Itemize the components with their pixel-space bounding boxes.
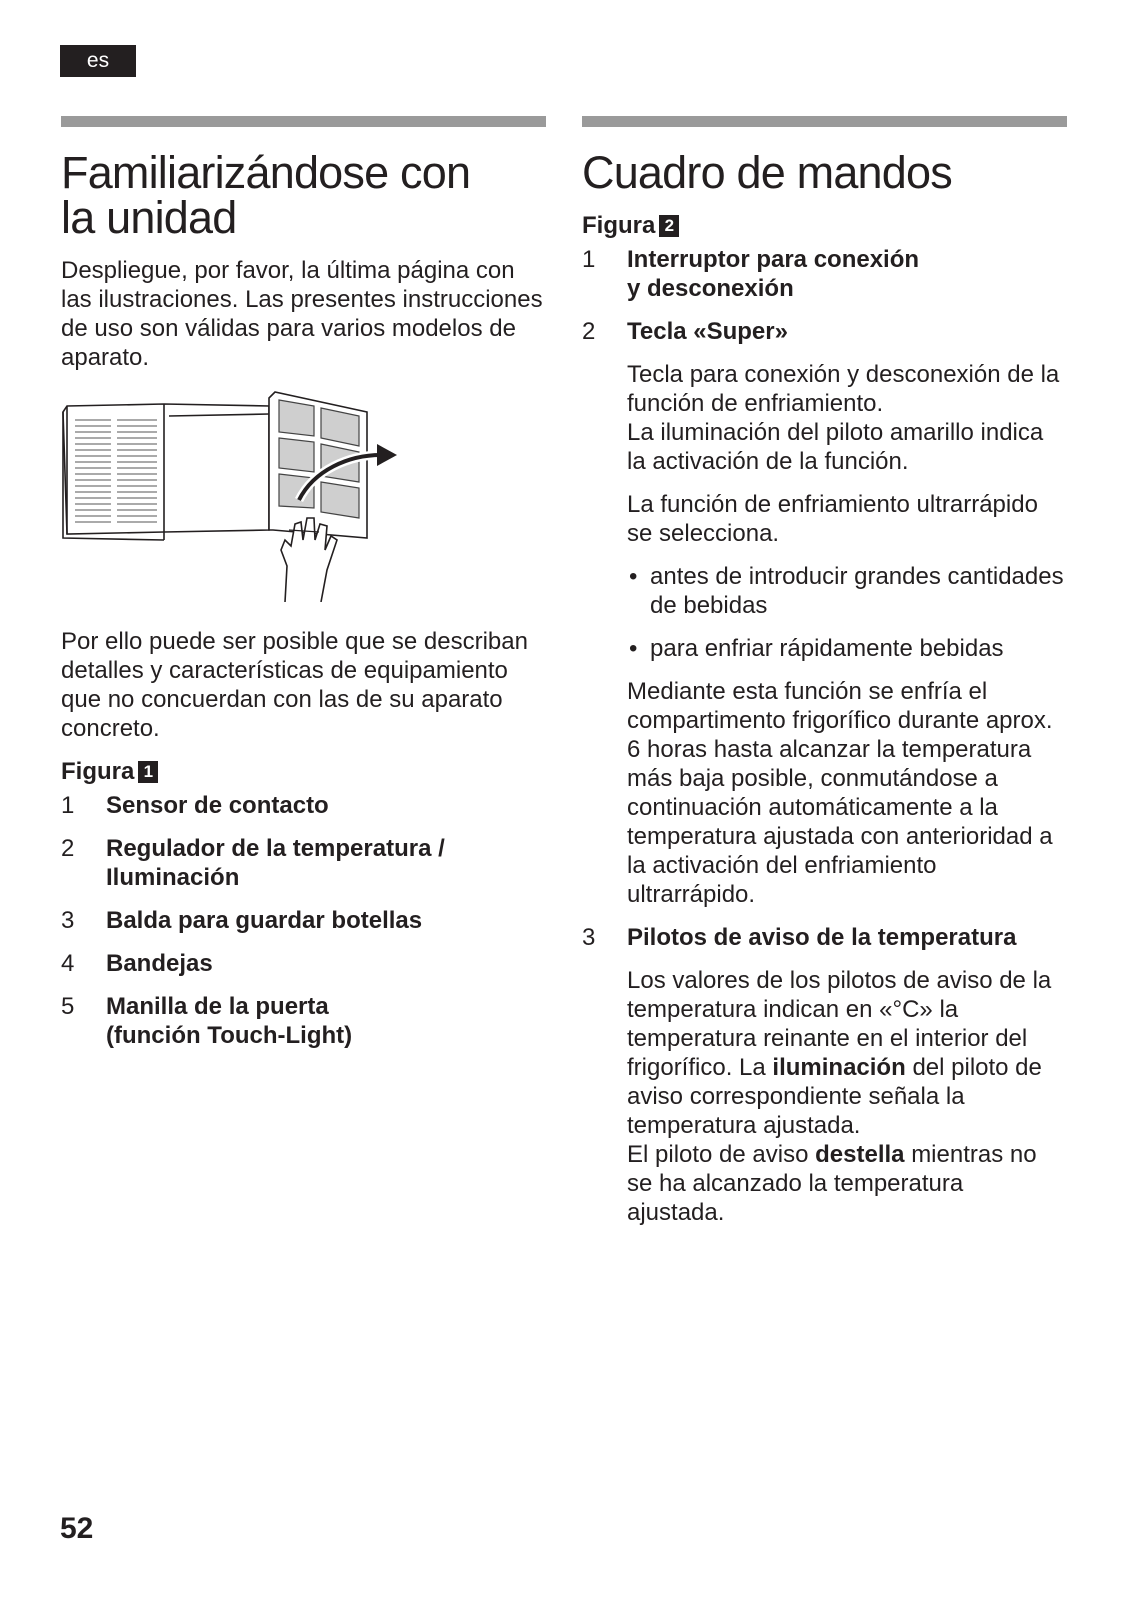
figure-label-text: Figura [61, 758, 135, 785]
item-title: Tecla «Super» [627, 318, 788, 345]
figure-label [61, 757, 546, 787]
item-title: Manilla de la puerta [106, 993, 329, 1020]
item-number: 1 [61, 792, 75, 819]
list-item [582, 317, 1067, 909]
list-item [61, 834, 546, 892]
item-description [627, 360, 1067, 476]
section-rule [61, 116, 546, 127]
list-item [61, 791, 546, 820]
section-title-line2: la unidad [61, 192, 237, 243]
section-title-line1: Familiarizándose con [61, 147, 471, 198]
description-text: del piloto de aviso correspondiente señala la temperatura ajustada. [627, 1054, 1042, 1139]
item-number: 3 [582, 924, 596, 951]
item-number: 5 [61, 993, 75, 1020]
item-title-line2: (función Touch-Light) [106, 1022, 353, 1049]
item-description [627, 966, 1067, 1227]
description-text: Los valores de los pilotos de aviso de la temperatura indican en «°C» la temperatura reinante en el interior del frigorífico. La [627, 967, 1052, 1081]
section-rule [582, 116, 1067, 127]
item-title: Regulador de la temperatura / [106, 835, 445, 862]
item-number: 2 [61, 835, 75, 862]
item-title: Interruptor para conexión [627, 246, 920, 273]
item-title-line2: y desconexión [627, 275, 794, 302]
item-title: Sensor de contacto [106, 792, 329, 819]
list-item [582, 923, 1067, 1227]
description-text: Tecla para conexión y desconexión de la función de enfriamiento. [627, 361, 1060, 417]
figure-number-badge: 2 [659, 215, 679, 237]
item-number: 3 [61, 907, 75, 934]
bullet-item: • para enfriar rápidamente bebidas [627, 634, 1067, 663]
section-title: Cuadro de mandos [582, 147, 952, 198]
item-description: La función de enfriamiento ultrarrápido se selecciona. [627, 491, 1038, 547]
right-column [582, 116, 1067, 1241]
list-item [61, 906, 546, 935]
bullet-list [627, 562, 1067, 663]
bullet-item: • antes de introducir grandes cantidades de bebidas [627, 562, 1067, 620]
figure-label-text: Figura [582, 212, 656, 239]
component-list [61, 791, 546, 1050]
list-item [61, 949, 546, 978]
list-item [61, 992, 546, 1050]
page-number: 52 [60, 1512, 94, 1545]
list-item [582, 245, 1067, 303]
figure-label [582, 211, 1067, 241]
section-title [61, 147, 546, 243]
item-title: Balda para guardar botellas [106, 907, 423, 934]
language-badge: es [60, 45, 136, 77]
item-title-line2: Iluminación [106, 864, 240, 891]
item-title: Pilotos de aviso de la temperatura [627, 924, 1017, 951]
item-number: 4 [61, 950, 75, 977]
figure-number-badge: 1 [138, 761, 158, 783]
description-text: El piloto de aviso [627, 1141, 809, 1168]
description-text: mientras no se ha alcanzado la temperatura ajustada. [627, 1141, 1037, 1226]
left-column [61, 116, 546, 1064]
description-text: La iluminación del piloto amarillo indica la activación de la función. [627, 419, 1044, 475]
item-description: Mediante esta función se enfría el compartimento frigorífico durante aprox. 6 horas hasta alcanzar la temperatura más baja posible, conmutándose a continuación automáticamente a la temperatura ajustada con anterioridad a la activación del enfriamiento ultrarrápido. [627, 678, 1053, 908]
intro-paragraph: Despliegue, por favor, la última página con las ilustraciones. Las presentes instrucciones de uso son válidas para varios modelos de aparato. [61, 257, 543, 371]
item-number: 1 [582, 246, 596, 273]
item-number: 2 [582, 318, 596, 345]
item-title: Bandejas [106, 950, 213, 977]
description-bold: iluminación [772, 1054, 906, 1081]
description-bold: destella [815, 1141, 905, 1168]
control-list [582, 245, 1067, 1227]
note-paragraph: Por ello puede ser posible que se describan detalles y características de equipamiento que no concuerdan con las de su aparato concreto. [61, 628, 528, 742]
manual-unfold-illustration [59, 390, 404, 602]
